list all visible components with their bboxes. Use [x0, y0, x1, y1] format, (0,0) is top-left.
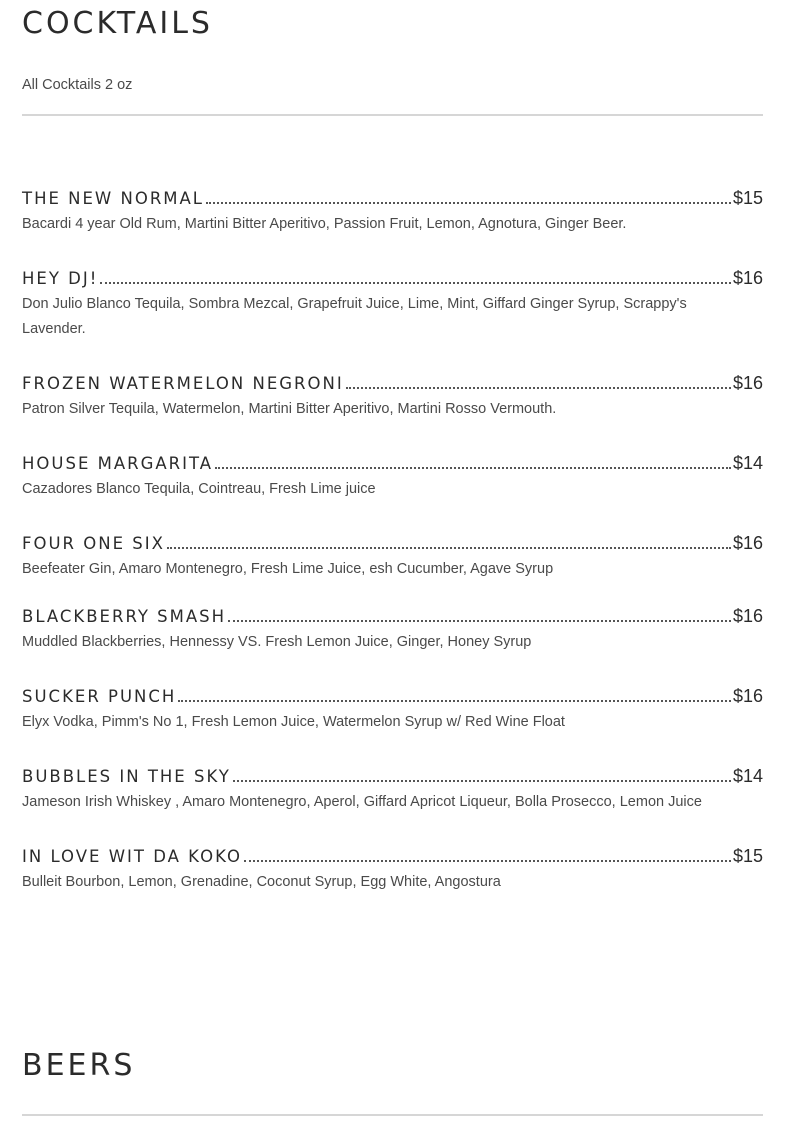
menu-item	[22, 766, 763, 815]
menu-item-price: $15	[732, 188, 763, 208]
dot-leader	[228, 619, 731, 622]
menu-item-price: $14	[732, 766, 763, 786]
menu-item-description: Patron Silver Tequila, Watermelon, Martini Bitter Aperitivo, Martini Rosso Vermouth.	[22, 401, 557, 417]
menu-item-header	[22, 846, 763, 867]
dot-leader	[206, 201, 731, 204]
menu-item-name: THE NEW NORMAL	[22, 189, 204, 208]
menu-item-price: $14	[732, 453, 763, 473]
dot-leader	[233, 779, 731, 782]
section-divider	[22, 114, 763, 116]
menu-item-name: HEY DJ!	[22, 269, 99, 288]
menu-item-header	[22, 533, 763, 554]
menu-item-header	[22, 188, 763, 209]
menu-item	[22, 606, 763, 655]
menu-item-header	[22, 373, 763, 394]
menu-item	[22, 846, 763, 895]
menu-item-price: $16	[732, 533, 763, 553]
menu-item-name: HOUSE MARGARITA	[22, 454, 214, 473]
menu-item-price: $15	[732, 846, 763, 866]
menu-item-description: Muddled Blackberries, Hennessy VS. Fresh Lemon Juice, Ginger, Honey Syrup	[22, 634, 532, 650]
menu-item-header	[22, 606, 763, 627]
dot-leader	[244, 859, 731, 862]
menu-item	[22, 188, 763, 237]
menu-item-description: Bulleit Bourbon, Lemon, Grenadine, Coconut Syrup, Egg White, Angostura	[22, 874, 501, 890]
dot-leader	[100, 281, 731, 284]
menu-item	[22, 268, 763, 342]
menu-item-header	[22, 453, 763, 474]
menu-item	[22, 453, 763, 502]
menu-item-description: Beefeater Gin, Amaro Montenegro, Fresh Lime Juice, esh Cucumber, Agave Syrup	[22, 561, 554, 577]
dot-leader	[215, 466, 731, 469]
menu-item-description: Elyx Vodka, Pimm's No 1, Fresh Lemon Juice, Watermelon Syrup w/ Red Wine Float	[22, 714, 565, 730]
section-divider	[22, 1114, 763, 1116]
menu-item-description: Jameson Irish Whiskey , Amaro Montenegro, Aperol, Giffard Apricot Liqueur, Bolla Prosecco, Lemon Juice	[22, 794, 702, 810]
dot-leader	[346, 386, 731, 389]
menu-item-header	[22, 268, 763, 289]
menu-item-price: $16	[732, 686, 763, 706]
menu-item-name: SUCKER PUNCH	[22, 687, 177, 706]
menu-item-price: $16	[732, 606, 763, 626]
menu-item	[22, 373, 763, 422]
menu-item-name: IN LOVE WIT DA KOKO	[22, 847, 242, 866]
menu-item	[22, 686, 763, 735]
dot-leader	[167, 546, 731, 549]
menu-item-name: BUBBLES IN THE SKY	[22, 767, 231, 786]
menu-item-header	[22, 686, 763, 707]
beers-section-title: BEERS	[22, 1048, 136, 1083]
menu-item-price: $16	[732, 373, 763, 393]
cocktails-section-title: COCKTAILS	[22, 6, 213, 41]
menu-item-header	[22, 766, 763, 787]
menu-item-name: FOUR ONE SIX	[22, 534, 165, 553]
menu-item-name: FROZEN WATERMELON NEGRONI	[22, 374, 344, 393]
menu-item	[22, 533, 763, 582]
dot-leader	[178, 699, 731, 702]
menu-item-description: Bacardi 4 year Old Rum, Martini Bitter Aperitivo, Passion Fruit, Lemon, Agnotura, Ginger Beer.	[22, 216, 627, 232]
menu-item-description: Don Julio Blanco Tequila, Sombra Mezcal, Grapefruit Juice, Lime, Mint, Giffard Ginger Syrup, Scrappy's Lavender.	[22, 296, 687, 337]
menu-item-price: $16	[732, 268, 763, 288]
menu-item-name: BLACKBERRY SMASH	[22, 607, 227, 626]
menu-item-description: Cazadores Blanco Tequila, Cointreau, Fresh Lime juice	[22, 481, 376, 497]
cocktails-serving-note: All Cocktails 2 oz	[22, 77, 133, 93]
